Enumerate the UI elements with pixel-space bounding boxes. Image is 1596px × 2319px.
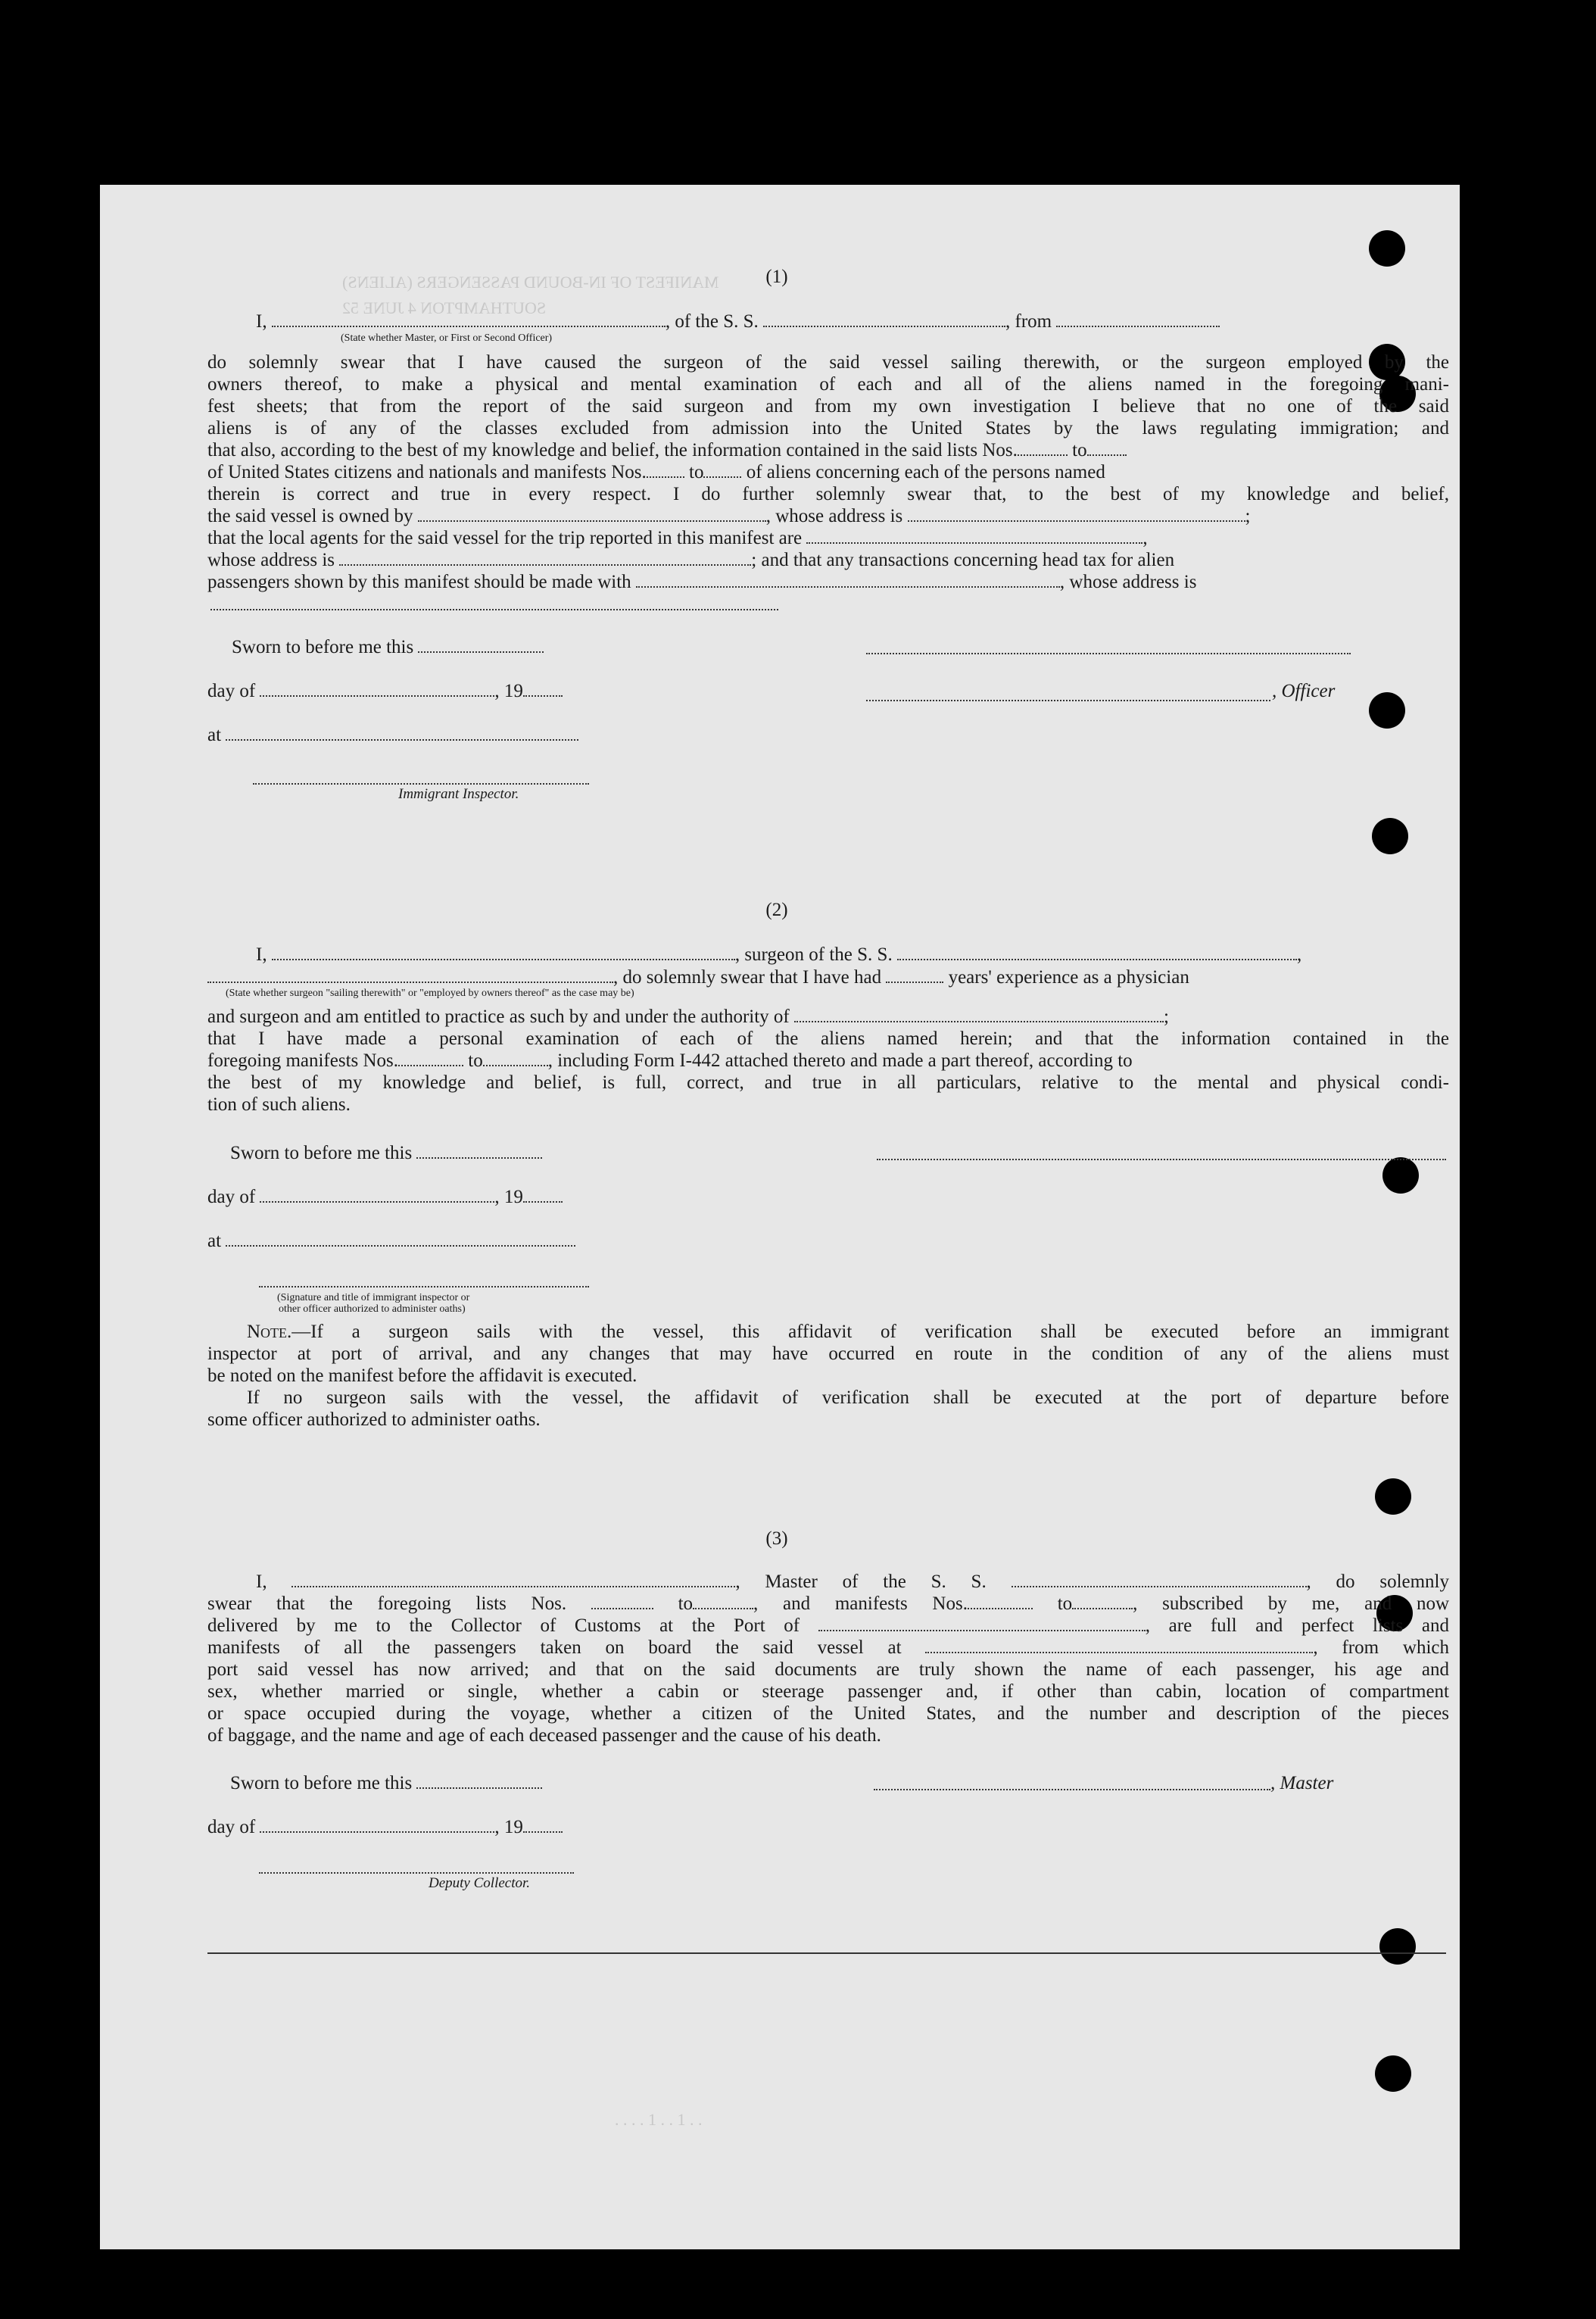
oath-paragraph — [207, 351, 1449, 593]
oath-opening-line — [256, 311, 1220, 332]
manifests-from-field[interactable] — [968, 1593, 1033, 1609]
sworn-day-field[interactable] — [416, 1142, 542, 1159]
departure-port-field[interactable] — [1056, 311, 1220, 327]
inspector-signature-field[interactable] — [253, 783, 589, 785]
master-name-field[interactable] — [291, 1571, 735, 1587]
master-line: I, , Master of the S. S. , do solemnly — [256, 1571, 1449, 1592]
note-line: If no surgeon sails with the vessel, the affidavit of verification shall be executed at the port of departure before — [247, 1387, 1449, 1408]
bleed-through-text: SOUTHAMPTON 4 JUNE 52 — [342, 298, 547, 317]
surgeon-paragraph — [207, 1006, 1449, 1116]
surgeon-opening-line: I, , surgeon of the S. S. , — [256, 944, 1302, 965]
head-tax-contact-field[interactable] — [636, 571, 1060, 588]
punch-hole — [1375, 2055, 1411, 2092]
oath-line: aliens is of any of the classes excluded from admission into the United States by the laws regulating immigration; and — [207, 418, 1449, 439]
month-field[interactable] — [260, 1816, 494, 1833]
sworn-day-field[interactable] — [418, 636, 544, 653]
punch-hole — [1372, 818, 1408, 854]
master-paragraph — [207, 1571, 1449, 1746]
surgeon-status-note: (State whether surgeon "sailing therewith" or "employed by owners thereof" as the case may be) — [226, 988, 634, 999]
sworn-line: Sworn to before me this — [232, 636, 544, 658]
officer-rank-note: (State whether Master, or First or Second Officer) — [341, 332, 553, 344]
authority-field[interactable] — [794, 1006, 1164, 1022]
oath-line: whose address is ; and that any transactions concerning head tax for alien — [207, 550, 1175, 570]
bleed-through-text: . . . . 1 . . 1 . . — [615, 2110, 703, 2129]
manifest-affidavit-page — [100, 185, 1460, 2249]
lists-from-field[interactable] — [1018, 439, 1068, 456]
master-line: delivered by me to the Collector of Customs at the Port of , are full and perfect lists and — [207, 1615, 1450, 1636]
master-line: sex, whether married or single, whether a cabin or steerage passenger and, if other than cabin, location of compartment — [207, 1681, 1449, 1702]
manifests-to-field[interactable] — [483, 1050, 548, 1066]
lists-from-field[interactable] — [591, 1593, 653, 1609]
manifests-to-field[interactable] — [1072, 1593, 1133, 1609]
section-number: (1) — [765, 267, 788, 287]
pronoun: I, — [256, 311, 267, 332]
sworn-line: Sworn to before me this — [230, 1142, 542, 1164]
collector-signature-field[interactable] — [259, 1872, 574, 1874]
master-line: of baggage, and the name and age of each deceased passenger and the cause of his death. — [207, 1725, 881, 1746]
port-field[interactable] — [818, 1615, 1146, 1631]
note-line: Note.—If a surgeon sails with the vessel, this affidavit of verification shall be executed before an immigrant — [247, 1322, 1449, 1342]
surgeon-signature-field[interactable] — [877, 1159, 1446, 1160]
surgeon-line: foregoing manifests Nos. to , including Form I-442 attached thereto and made a part thereof, according to — [207, 1050, 1133, 1071]
manifests-to-field[interactable] — [703, 461, 741, 478]
bottom-rule — [207, 1952, 1446, 1954]
oath-line: that also, according to the best of my knowledge and belief, the information contained in the said lists Nos. to — [207, 439, 1449, 461]
surgeon-name-field[interactable] — [272, 944, 735, 960]
surgeon-line: the best of my knowledge and belief, is full, correct, and true in all particulars, relative to the mental and physical condi- — [207, 1072, 1449, 1093]
officer-title-field[interactable] — [866, 700, 1270, 701]
label: , of the S. S. — [665, 311, 759, 332]
surgeon-line: tion of such aliens. — [207, 1094, 351, 1115]
day-of-line: day of , 19 — [207, 1186, 563, 1208]
inspector-caption: Immigrant Inspector. — [398, 786, 519, 802]
vessel-name-field[interactable] — [763, 311, 1005, 327]
officer-signature-field[interactable] — [866, 653, 1351, 654]
section-number: (2) — [765, 900, 788, 920]
years-experience-field[interactable] — [886, 966, 943, 983]
local-agents-field[interactable] — [806, 527, 1142, 544]
oath-line: fest sheets; that from the report of the said surgeon and from my own investigation I believe that no one of the said — [207, 396, 1449, 417]
administrator-caption: other officer authorized to administer oaths) — [279, 1303, 466, 1315]
note-line: inspector at port of arrival, and any changes that may have occurred en route in the condition of any of the aliens must — [207, 1344, 1449, 1364]
vessel-name-field[interactable] — [1012, 1571, 1307, 1587]
oath-line: that the local agents for the said vessel for the trip reported in this manifest are , — [207, 528, 1148, 548]
master-line: port said vessel has now arrived; and that on the said documents are truly shown the name of each passenger, his age and — [207, 1659, 1449, 1680]
punch-hole — [1382, 1157, 1419, 1194]
master-line: manifests of all the passengers taken on board the said vessel at , from which — [207, 1637, 1450, 1658]
punch-hole — [1375, 1478, 1411, 1515]
owner-address-field[interactable] — [908, 505, 1245, 522]
year-field[interactable] — [523, 1186, 563, 1203]
master-line: swear that the foregoing lists Nos. to , and manifests Nos. to , subscribed by me, and now — [207, 1593, 1450, 1614]
vessel-owner-field[interactable] — [418, 505, 766, 522]
agents-address-field[interactable] — [339, 549, 751, 566]
officer-name-field[interactable] — [272, 311, 666, 327]
note-line: be noted on the manifest before the affidavit is executed. — [207, 1365, 637, 1386]
oath-line: do solemnly swear that I have caused the surgeon of the said vessel sailing therewith, or the surgeon employed by the — [207, 352, 1449, 373]
oath-line: therein is correct and true in every respect. I do further solemnly swear that, to the best of my knowledge and belief, — [207, 484, 1449, 504]
master-label: , Master — [1270, 1773, 1334, 1793]
master-signature-field[interactable] — [874, 1789, 1270, 1790]
oath-line: of United States citizens and nationals and manifests Nos. to of aliens concerning each of the persons named — [207, 462, 1105, 482]
officer-label: , Officer — [1272, 681, 1336, 701]
month-field[interactable] — [260, 1186, 494, 1203]
at-line: at — [207, 724, 578, 746]
embarkation-port-field[interactable] — [925, 1637, 1313, 1653]
collector-caption: Deputy Collector. — [429, 1875, 531, 1891]
day-of-line: day of , 19 — [207, 680, 563, 702]
day-of-line: day of , 19 — [207, 1816, 563, 1838]
year-field[interactable] — [523, 1816, 563, 1833]
oath-line: the said vessel is owned by , whose address is ; — [207, 506, 1251, 526]
head-tax-address-field[interactable] — [210, 609, 778, 610]
sworn-line: Sworn to before me this — [230, 1772, 542, 1794]
surgeon-status-line: , do solemnly swear that I have had years' experience as a physician — [207, 966, 1189, 988]
punch-hole — [1369, 692, 1405, 729]
manifests-from-field[interactable] — [398, 1050, 463, 1066]
oath-line: owners thereof, to make a physical and mental examination of each and all of the aliens named in the foregoing mani- — [207, 374, 1449, 395]
sworn-day-field[interactable] — [416, 1772, 542, 1789]
note-line: some officer authorized to administer oaths. — [207, 1409, 541, 1430]
place-field[interactable] — [226, 1230, 575, 1247]
surgeon-line: that I have made a personal examination of each of the aliens named herein; and that the information contained in the — [207, 1028, 1449, 1049]
lists-to-field[interactable] — [1087, 439, 1127, 456]
bleed-through-text: MANIFEST OF IN-BOUND PASSENGERS (ALIENS) — [342, 273, 719, 292]
note-paragraph — [207, 1321, 1449, 1431]
surgeon-line: and surgeon and am entitled to practice as such by and under the authority of ; — [207, 1007, 1169, 1027]
year-field[interactable] — [523, 680, 563, 697]
at-line: at — [207, 1230, 575, 1252]
punch-hole — [1379, 1928, 1416, 1965]
section-number: (3) — [765, 1528, 788, 1549]
punch-hole — [1369, 230, 1405, 267]
administrator-signature-field[interactable] — [259, 1286, 589, 1287]
master-line: or space occupied during the voyage, whether a citizen of the United States, and the number and description of the pieces — [207, 1703, 1449, 1724]
month-field[interactable] — [260, 680, 494, 697]
label: , from — [1005, 311, 1052, 332]
administrator-caption: (Signature and title of immigrant inspector or — [277, 1292, 470, 1303]
lists-to-field[interactable] — [693, 1593, 753, 1609]
surgeon-status-field[interactable] — [207, 966, 613, 983]
place-field[interactable] — [226, 724, 578, 741]
oath-line: passengers shown by this manifest should be made with , whose address is — [207, 572, 1197, 592]
manifests-from-field[interactable] — [647, 461, 684, 478]
vessel-name-field[interactable] — [897, 944, 1297, 960]
